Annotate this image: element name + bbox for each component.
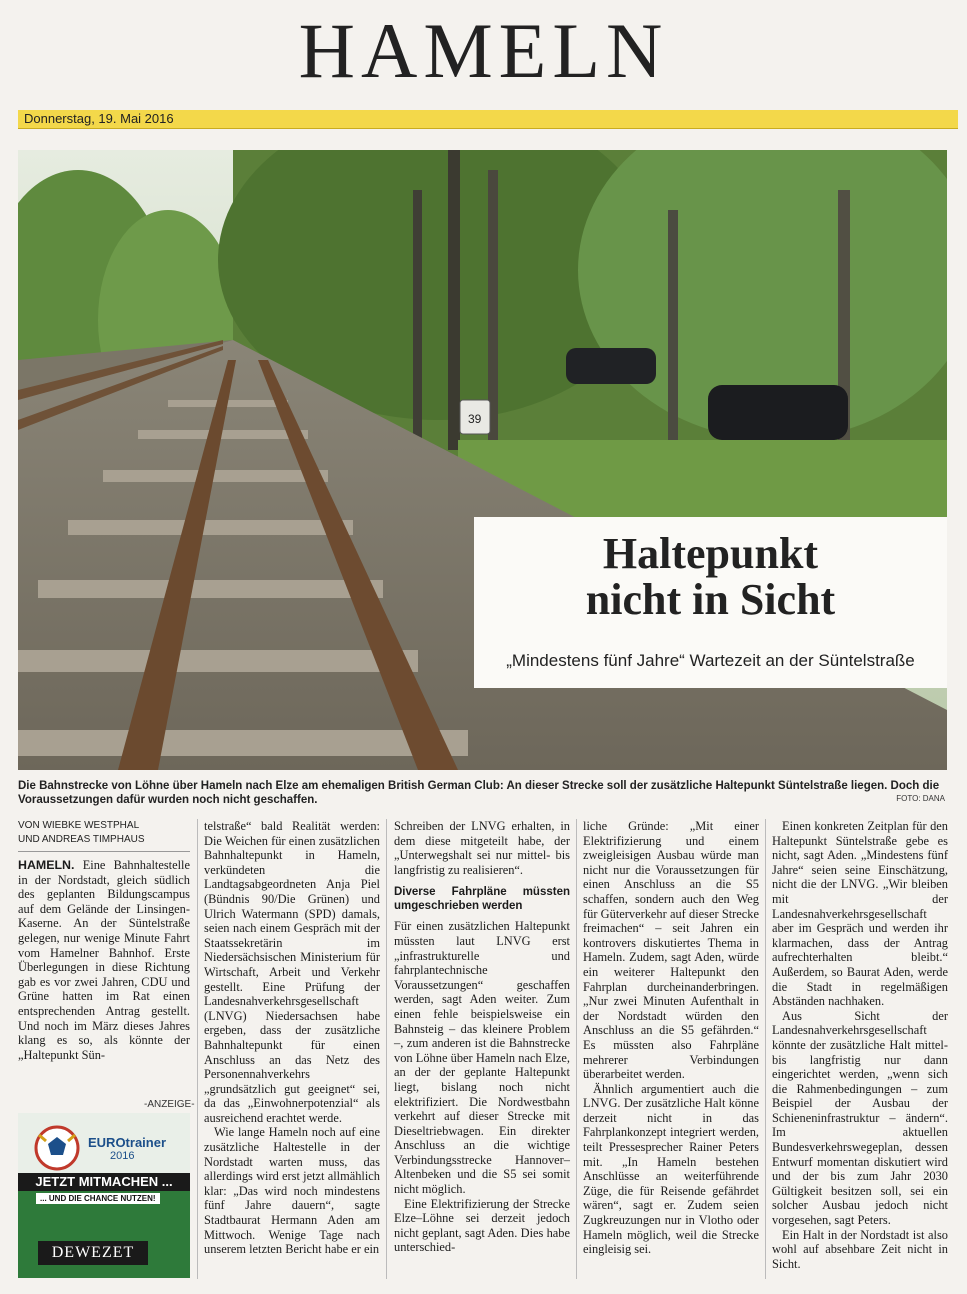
column-divider bbox=[576, 819, 577, 1279]
ad-brand-logo: DEWEZET bbox=[38, 1241, 148, 1265]
column-divider bbox=[197, 819, 198, 1279]
byline bbox=[18, 819, 190, 847]
article-column-1 bbox=[18, 819, 190, 1062]
headline-line-1: Haltepunkt bbox=[602, 529, 819, 578]
article-paragraph: liche Gründe: „Mit einer Elektrifizierung und einem zweigleisigen Ausbau würde man nicht nur die Voraussetzungen für einen Anschluss an die S5 schaffen, sondern auch den Weg für Güterverkehr auf dieser Strecke freimachen“ – seit Jahren ein kontrovers diskutiertes Thema in Hameln. Zudem, sagt Aden, würde ein weiterer Haltepunkt den Fahrplan durcheinanderbringen. „Nur zwei Minuten Aufenthalt in der Nordstadt würden den Anschluss an die S5 gefährden.“ Es müssten also Fahrpläne mehrerer Verbindungen überarbeitet werden. bbox=[583, 819, 759, 1082]
ad-euro-label: EUROtrainer bbox=[88, 1135, 167, 1150]
article-paragraph: Wie lange Hameln noch auf eine zusätzliche Haltestelle in der Nordstadt warten muss, das allerdings wird erst jetzt allmählich klar: „Das wird noch mindestens fünf Jahre dauern“, sagte Stadtbaurat Hermann Aden am Mittwoch. Wenige Tage nach unserem letzten Bericht habe er ein bbox=[204, 1125, 380, 1257]
date-bar bbox=[18, 110, 958, 129]
byline-line-2: UND ANDREAS TIMPHAUS bbox=[18, 834, 145, 845]
article-paragraph: Aus Sicht der Landesnahverkehrsgesellschaft könnte der zusätzliche Halt mittel- bis langfristig nur dann eingerichtet werden, „wenn sich die Rahmenbedingungen – zum Beispiel der Ausbau der Schieneninfrastruktur – ändern“. Im aktuellen Bundesverkehrswegeplan, dessen Entwurf momentan diskutiert wird und der bis zum Jahr 2030 Gültigkeit besitzen soll, sei ein solcher Ausbau jedoch nicht vorgesehen, sagt Peters. bbox=[772, 1008, 948, 1228]
article-paragraph: Ähnlich argumentiert auch die LNVG. Der zusätzliche Halt könne derzeit nicht in das Fahrplankonzept integriert werden, teilt Pressesprecher Rainer Peters mit. „In Hameln bestehen Anschlüsse an weiterführende Züge, die für Reisende gefährdet wären“, sagt er. Zudem seien Zugkreuzungen nur in Vlotho oder Hameln möglich, weil die Strecke eingleisig sei. bbox=[583, 1081, 759, 1257]
ad-header bbox=[18, 1113, 190, 1173]
byline-line-1: VON WIEBKE WESTPHAL bbox=[18, 820, 140, 831]
subheadline: „Mindestens fünf Jahre“ Wartezeit an der Süntelstraße bbox=[506, 651, 915, 670]
article-paragraph: Einen konkreten Zeitplan für den Haltepunkt Süntelstraße gebe es nicht, sagt Aden. „Mindestens fünf Jahre“ seien seine Einschätzung, nicht die der LNVG. „Wir bleiben mit der Landesnahverkehrsgesellschaft aber im Gespräch und werden ihr klarmachen, dass der Antrag aufrechterhalten bleibt.“ Außerdem, so Baurat Aden, werde die Stadt in regelmäßigen Abständen nachhaken. bbox=[772, 819, 948, 1009]
article-paragraph bbox=[18, 858, 190, 1062]
article-column-4 bbox=[583, 819, 759, 1257]
article-subhead: Diverse Fahrpläne müssten umgeschrieben werden bbox=[394, 886, 570, 913]
photo-credit: FOTO: DANA bbox=[896, 794, 945, 803]
article-paragraph: Ein Halt in der Nordstadt ist also wohl auf absehbare Zeit nicht in Sicht. bbox=[772, 1227, 948, 1271]
column-divider bbox=[386, 819, 387, 1279]
ad-cta[interactable]: JETZT MITMACHEN ... bbox=[18, 1173, 190, 1191]
dateline: HAMELN. bbox=[18, 858, 75, 872]
article-paragraph: Schreiben der LNVG erhalten, in dem diese mitgeteilt habe, der „Unterwegshalt sei nur mittel- bis langfristig zu realisieren“. bbox=[394, 819, 570, 877]
headline-box bbox=[474, 517, 947, 688]
issue-date: Donnerstag, 19. Mai 2016 bbox=[24, 111, 174, 126]
masthead-title: HAMELN bbox=[298, 7, 669, 94]
article-paragraph: telstraße“ bald Realität werden: Die Weichen für einen zusätzlichen Bahnhaltepunkt in Hameln, verkündeten die Landtagsabgeordneten Anja Piel (Bündnis 90/Die Grünen) und Ulrich Watermann (SPD) damals, seien nach einem Gespräch mit der Staatssekretärin im Niedersächsischen Ministerium für Wirtschaft, Arbeit und Verkehr gestellt. Eine Prüfung der Landesnahverkehrsgesellschaft (LNVG) Niedersachsen habe ergeben, dass der zusätzliche Bahnhaltepunkt für einen Anschluss an das Netz des Personennahverkehrs „grundsätzlich gut geeignet“ sei, da das „Einwohnerpotenzial“ als ausreichend erachtet werde. bbox=[204, 819, 380, 1125]
ad-label: -ANZEIGE- bbox=[144, 1099, 195, 1110]
headline bbox=[474, 531, 947, 623]
distance-sign-number: 39 bbox=[468, 412, 482, 426]
byline-divider bbox=[18, 851, 190, 852]
photo-caption: Die Bahnstrecke von Löhne über Hameln nach Elze am ehemaligen British German Club: An dieser Strecke soll der zusätzliche Haltepunkt Süntelstraße liegen. Doch die Voraussetzungen dafür wurden noch nicht geschaffen. bbox=[18, 780, 940, 806]
ad-year: 2016 bbox=[110, 1150, 135, 1162]
paragraph-text: Eine Bahnhaltestelle in der Nordstadt, gleich südlich des geplanten Bildungscampus auf dem Gelände der Linsingen-Kaserne. An der Süntelstraße gelegen, nur wenige Minute Fahrt vom Hamelner Bahnhof. Erste Überlegungen in diese Richtung gab es vor zwei Jahren, CDU und Grüne hatten im Rat einen entsprechenden Antrag gestellt. Und noch im März dieses Jahres klang es so, als könnte der „Haltepunkt Sün- bbox=[18, 858, 190, 1062]
article-paragraph: Für einen zusätzlichen Haltepunkt müssten laut LNVG erst „infrastrukturelle und fahrplantechnische Voraussetzungen“ geschaffen werden, sagt Aden weiter. Zum einen fehle beispielsweise ein Bahnsteig – das kleinere Problem –, zum anderen ist die Bahnstrecke von Löhne über Hameln nach Elze, an der der geplante Haltepunkt liegt, bislang noch nicht elektrifiziert. Die Nordwestbahn verkehrt auf dieser Strecke mit Dieseltriebwagen. Ein direkter Anschluss an die wichtige Verbindungsstrecke Hannover–Altenbeken und die S5 sei somit nicht möglich. bbox=[394, 919, 570, 1197]
football-icon bbox=[34, 1125, 80, 1171]
column-divider bbox=[765, 819, 766, 1279]
article-column-5 bbox=[772, 819, 948, 1271]
ad-cta-secondary: ... UND DIE CHANCE NUTZEN! bbox=[36, 1193, 160, 1204]
article-paragraph: Eine Elektrifizierung der Strecke Elze–Löhne sei derzeit jedoch nicht geplant, sagt Aden. Dies habe unterschied- bbox=[394, 1196, 570, 1255]
article-column-3 bbox=[394, 819, 570, 1255]
article-column-2 bbox=[204, 819, 380, 1257]
masthead bbox=[0, 0, 967, 108]
headline-line-2: nicht in Sicht bbox=[585, 575, 836, 624]
advertisement[interactable] bbox=[18, 1113, 190, 1278]
